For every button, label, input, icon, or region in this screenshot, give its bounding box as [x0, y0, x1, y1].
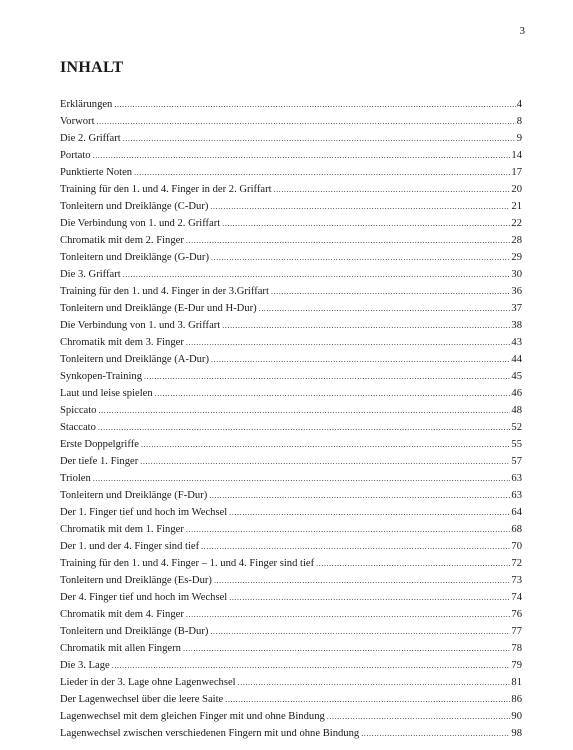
toc-leader-dots — [93, 147, 511, 164]
toc-entry-title: Chromatik mit dem 1. Finger — [60, 524, 184, 535]
toc-entry — [60, 708, 522, 725]
toc-entry-page: 48 — [511, 405, 522, 416]
toc-entry-page: 21 — [511, 201, 522, 212]
toc-entry-title: Der 1. und der 4. Finger sind tief — [60, 541, 200, 552]
toc-entry — [60, 487, 522, 504]
toc-entry-title: Chromatik mit dem 2. Finger — [60, 235, 184, 246]
toc-entry-page: 8 — [516, 116, 522, 127]
toc-entry — [60, 249, 522, 266]
toc-entry-page: 37 — [511, 303, 522, 314]
toc-entry — [60, 198, 522, 215]
toc-leader-dots — [210, 198, 510, 215]
toc-entry-page: 4 — [516, 99, 522, 110]
toc-entry-page: 36 — [511, 286, 522, 297]
toc-entry — [60, 113, 522, 130]
toc-entry — [60, 300, 522, 317]
toc-entry — [60, 181, 522, 198]
toc-entry-page: 57 — [511, 456, 522, 467]
toc-leader-dots — [183, 640, 510, 657]
toc-leader-dots — [209, 487, 510, 504]
toc-entry — [60, 436, 522, 453]
toc-leader-dots — [361, 725, 510, 742]
toc-entry — [60, 351, 522, 368]
toc-leader-dots — [211, 249, 510, 266]
toc-leader-dots — [186, 521, 511, 538]
toc-entry-title: Tonleitern und Dreiklänge (B-Dur) — [60, 626, 209, 637]
toc-leader-dots — [141, 436, 510, 453]
toc-entry-page: 63 — [511, 473, 522, 484]
toc-entry — [60, 130, 522, 147]
toc-entry — [60, 317, 522, 334]
toc-entry-title: Staccato — [60, 422, 96, 433]
toc-entry-title: Der tiefe 1. Finger — [60, 456, 139, 467]
toc-entry — [60, 283, 522, 300]
toc-leader-dots — [201, 538, 510, 555]
toc-entry — [60, 147, 522, 164]
toc-leader-dots — [155, 385, 511, 402]
toc-leader-dots — [144, 368, 510, 385]
toc-entry-page: 46 — [511, 388, 522, 399]
toc-entry-page: 86 — [511, 694, 522, 705]
toc-leader-dots — [112, 657, 511, 674]
toc-entry — [60, 215, 522, 232]
toc-leader-dots — [134, 164, 510, 181]
toc-entry-page: 52 — [511, 422, 522, 433]
toc-leader-dots — [123, 130, 516, 147]
toc-entry-title: Punktierte Noten — [60, 167, 133, 178]
toc-entry-page: 38 — [511, 320, 522, 331]
toc-entry-title: Lieder in der 3. Lage ohne Lagenwechsel — [60, 677, 236, 688]
toc-entry-page: 29 — [511, 252, 522, 263]
toc-entry — [60, 657, 522, 674]
toc-entry-title: Der Lagenwechsel über die leere Saite — [60, 694, 224, 705]
toc-entry-title: Training für den 1. und 4. Finger – 1. und 4. Finger sind tief — [60, 558, 315, 569]
toc-entry — [60, 232, 522, 249]
toc-entry-title: Tonleitern und Dreiklänge (A-Dur) — [60, 354, 209, 365]
page-title: INHALT — [60, 59, 124, 76]
toc-entry-page: 14 — [511, 150, 522, 161]
toc-entry — [60, 691, 522, 708]
toc-leader-dots — [238, 674, 511, 691]
toc-entry — [60, 402, 522, 419]
toc-entry-page: 63 — [511, 490, 522, 501]
toc-entry — [60, 606, 522, 623]
toc-entry-page: 30 — [511, 269, 522, 280]
toc-entry-title: Erklärungen — [60, 99, 113, 110]
toc-entry-title: Der 1. Finger tief und hoch im Wechsel — [60, 507, 228, 518]
toc-leader-dots — [229, 504, 510, 521]
toc-entry-page: 20 — [511, 184, 522, 195]
toc-leader-dots — [214, 572, 510, 589]
toc-entry — [60, 334, 522, 351]
toc-entry-page: 22 — [511, 218, 522, 229]
toc-entry-page: 79 — [511, 660, 522, 671]
toc-entry-title: Der 4. Finger tief und hoch im Wechsel — [60, 592, 228, 603]
toc-entry-page: 77 — [511, 626, 522, 637]
toc-leader-dots — [123, 266, 511, 283]
toc-entry-page: 90 — [511, 711, 522, 722]
toc-entry-title: Tonleitern und Dreiklänge (Es-Dur) — [60, 575, 212, 586]
toc-entry-page: 55 — [511, 439, 522, 450]
toc-entry — [60, 538, 522, 555]
toc-entry-page: 9 — [516, 133, 522, 144]
toc-leader-dots — [327, 708, 511, 725]
toc-leader-dots — [222, 215, 510, 232]
table-of-contents — [60, 96, 522, 742]
toc-entry-title: Lagenwechsel zwischen verschiedenen Fingern mit und ohne Bindung — [60, 728, 360, 739]
toc-entry-page: 76 — [511, 609, 522, 620]
toc-entry-title: Die 2. Griffart — [60, 133, 121, 144]
toc-entry-page: 98 — [511, 728, 522, 739]
toc-entry-title: Vorwort — [60, 116, 95, 127]
toc-leader-dots — [259, 300, 511, 317]
toc-leader-dots — [274, 181, 511, 198]
toc-leader-dots — [186, 232, 511, 249]
toc-entry-title: Die Verbindung von 1. und 3. Griffart — [60, 320, 221, 331]
toc-entry — [60, 470, 522, 487]
toc-entry-title: Chromatik mit allen Fingern — [60, 643, 181, 654]
toc-entry — [60, 725, 522, 742]
toc-entry — [60, 453, 522, 470]
toc-entry-title: Die 3. Griffart — [60, 269, 121, 280]
toc-entry — [60, 385, 522, 402]
toc-entry-title: Chromatik mit dem 3. Finger — [60, 337, 184, 348]
toc-entry-title: Training für den 1. und 4. Finger in der 3.Griffart — [60, 286, 269, 297]
toc-entry-page: 44 — [511, 354, 522, 365]
toc-entry-title: Tonleitern und Dreiklänge (F-Dur) — [60, 490, 208, 501]
toc-entry-page: 64 — [511, 507, 522, 518]
toc-leader-dots — [186, 606, 511, 623]
toc-leader-dots — [186, 334, 511, 351]
page-number: 3 — [519, 25, 525, 37]
toc-entry-title: Die Verbindung von 1. und 2. Griffart — [60, 218, 221, 229]
toc-leader-dots — [229, 589, 510, 606]
toc-entry — [60, 589, 522, 606]
toc-leader-dots — [98, 419, 511, 436]
toc-entry — [60, 674, 522, 691]
toc-entry — [60, 504, 522, 521]
toc-entry-title: Tonleitern und Dreiklänge (E-Dur und H-Dur) — [60, 303, 257, 314]
toc-entry-page: 43 — [511, 337, 522, 348]
toc-entry — [60, 266, 522, 283]
toc-entry-title: Chromatik mit dem 4. Finger — [60, 609, 184, 620]
toc-entry-title: Triolen — [60, 473, 91, 484]
toc-leader-dots — [225, 691, 510, 708]
toc-leader-dots — [140, 453, 510, 470]
toc-entry-page: 68 — [511, 524, 522, 535]
toc-entry-title: Laut und leise spielen — [60, 388, 153, 399]
toc-entry-page: 70 — [511, 541, 522, 552]
toc-leader-dots — [271, 283, 511, 300]
toc-leader-dots — [210, 623, 510, 640]
toc-entry-title: Spiccato — [60, 405, 97, 416]
toc-entry-title: Synkopen-Training — [60, 371, 143, 382]
toc-entry — [60, 640, 522, 657]
toc-leader-dots — [97, 113, 516, 130]
toc-entry-page: 81 — [511, 677, 522, 688]
toc-entry-title: Tonleitern und Dreiklänge (G-Dur) — [60, 252, 209, 263]
toc-entry-page: 73 — [511, 575, 522, 586]
toc-entry — [60, 96, 522, 113]
toc-entry — [60, 419, 522, 436]
toc-leader-dots — [222, 317, 510, 334]
toc-entry — [60, 572, 522, 589]
toc-entry — [60, 555, 522, 572]
toc-entry — [60, 623, 522, 640]
toc-entry-page: 28 — [511, 235, 522, 246]
toc-entry — [60, 521, 522, 538]
toc-entry-page: 45 — [511, 371, 522, 382]
toc-entry-page: 78 — [511, 643, 522, 654]
toc-entry-title: Portato — [60, 150, 91, 161]
toc-leader-dots — [316, 555, 510, 572]
toc-entry-title: Training für den 1. und 4. Finger in der 2. Griffart — [60, 184, 272, 195]
toc-leader-dots — [98, 402, 510, 419]
toc-leader-dots — [114, 96, 515, 113]
toc-entry — [60, 368, 522, 385]
toc-entry-title: Lagenwechsel mit dem gleichen Finger mit und ohne Bindung — [60, 711, 325, 722]
toc-entry-page: 72 — [511, 558, 522, 569]
toc-leader-dots — [211, 351, 510, 368]
toc-entry-title: Erste Doppelgriffe — [60, 439, 139, 450]
toc-entry-title: Die 3. Lage — [60, 660, 110, 671]
toc-entry-title: Tonleitern und Dreiklänge (C-Dur) — [60, 201, 209, 212]
toc-entry-page: 74 — [511, 592, 522, 603]
toc-leader-dots — [93, 470, 511, 487]
toc-entry — [60, 164, 522, 181]
toc-entry-page: 17 — [511, 167, 522, 178]
